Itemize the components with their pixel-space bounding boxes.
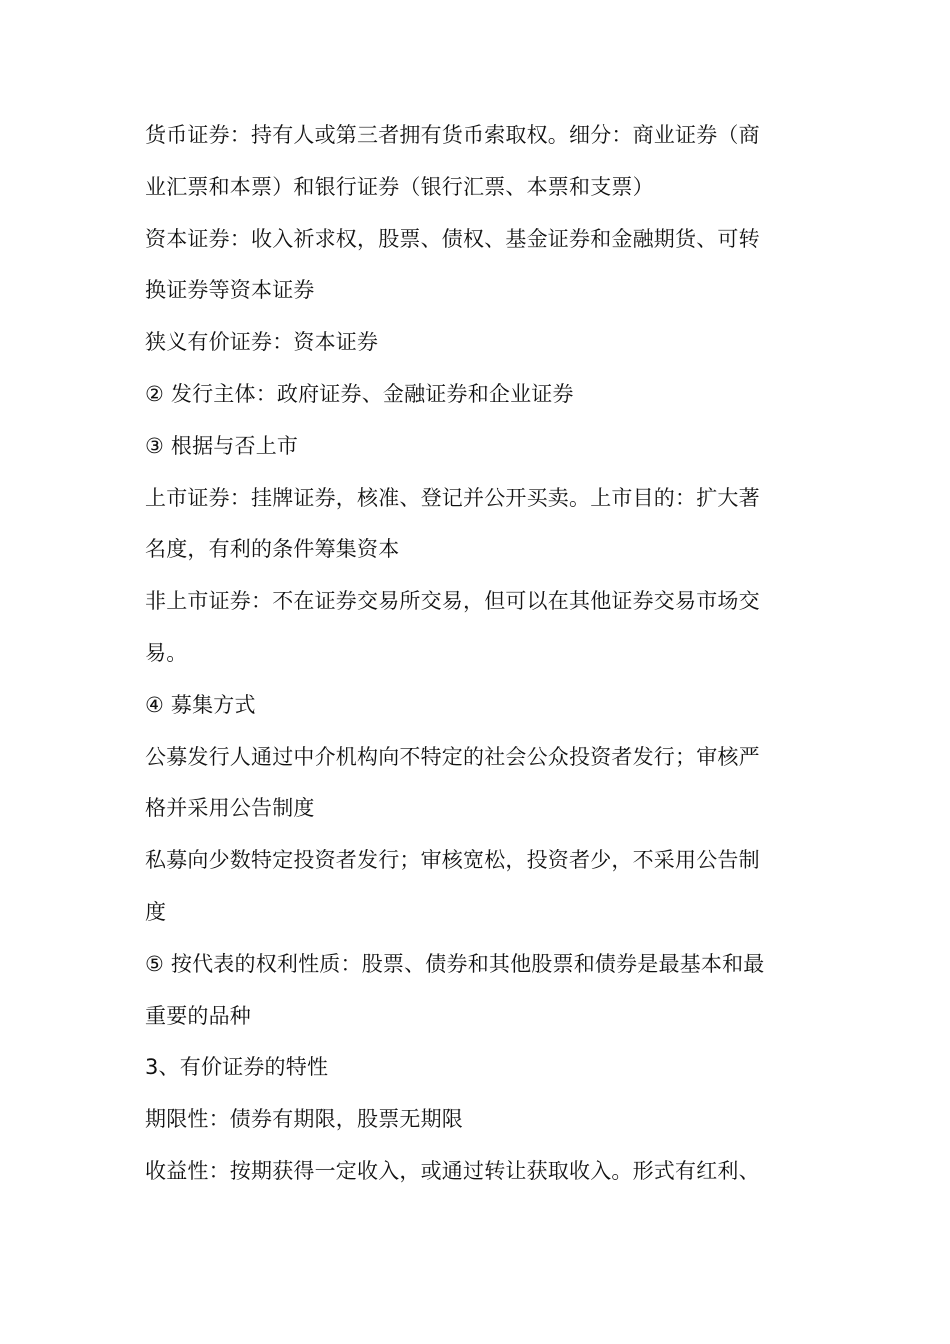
text-line: 非上市证券：不在证券交易所交易，但可以在其他证券交易市场交	[145, 589, 760, 614]
text-line: 名度，有利的条件筹集资本	[145, 537, 400, 562]
text-line: 狭义有价证券：资本证券	[145, 330, 379, 355]
text-line: ⑤ 按代表的权利性质：股票、债券和其他股票和债券是最基本和最	[145, 951, 765, 976]
text-line: 格并采用公告制度	[145, 796, 315, 821]
text-line: 上市证券：挂牌证券，核准、登记并公开买卖。上市目的：扩大著	[145, 485, 760, 510]
text-line: 收益性：按期获得一定收入，或通过转让获取收入。形式有红利、	[145, 1158, 760, 1183]
text-line: ② 发行主体：政府证券、金融证券和企业证券	[145, 381, 574, 406]
text-line: 业汇票和本票）和银行证券（银行汇票、本票和支票）	[145, 174, 654, 199]
text-line: 期限性：债券有期限，股票无期限	[145, 1107, 463, 1132]
paragraph-issuer	[145, 369, 810, 421]
text-line: 私募向少数特定投资者发行；审核宽松，投资者少，不采用公告制	[145, 848, 760, 873]
paragraph-monetary-securities	[145, 110, 810, 214]
paragraph-return	[145, 1146, 810, 1198]
paragraph-public-offering	[145, 732, 810, 836]
paragraph-term	[145, 1094, 810, 1146]
text-line: 资本证券：收入祈求权，股票、债权、基金证券和金融期货、可转	[145, 226, 760, 251]
paragraph-fundraising-method	[145, 680, 810, 732]
text-line: ③ 根据与否上市	[145, 433, 299, 458]
paragraph-rights-nature	[145, 939, 810, 1043]
paragraph-narrow-securities	[145, 317, 810, 369]
text-line: ④ 募集方式	[145, 692, 256, 717]
text-line: 3、有价证券的特性	[145, 1055, 329, 1080]
text-line: 度	[145, 899, 167, 924]
paragraph-unlisted-securities	[145, 576, 810, 680]
text-line: 货币证券：持有人或第三者拥有货币索取权。细分：商业证券（商	[145, 123, 760, 147]
paragraph-capital-securities	[145, 214, 810, 318]
paragraph-listing	[145, 421, 810, 473]
paragraph-private-placement	[145, 835, 810, 939]
section-heading-characteristics	[145, 1042, 810, 1094]
text-line: 换证券等资本证券	[145, 278, 315, 303]
text-line: 公募发行人通过中介机构向不特定的社会公众投资者发行；审核严	[145, 744, 760, 769]
text-line: 重要的品种	[145, 1003, 251, 1028]
paragraph-listed-securities	[145, 473, 810, 577]
document-body	[145, 110, 810, 1198]
text-line: 易。	[145, 640, 188, 665]
